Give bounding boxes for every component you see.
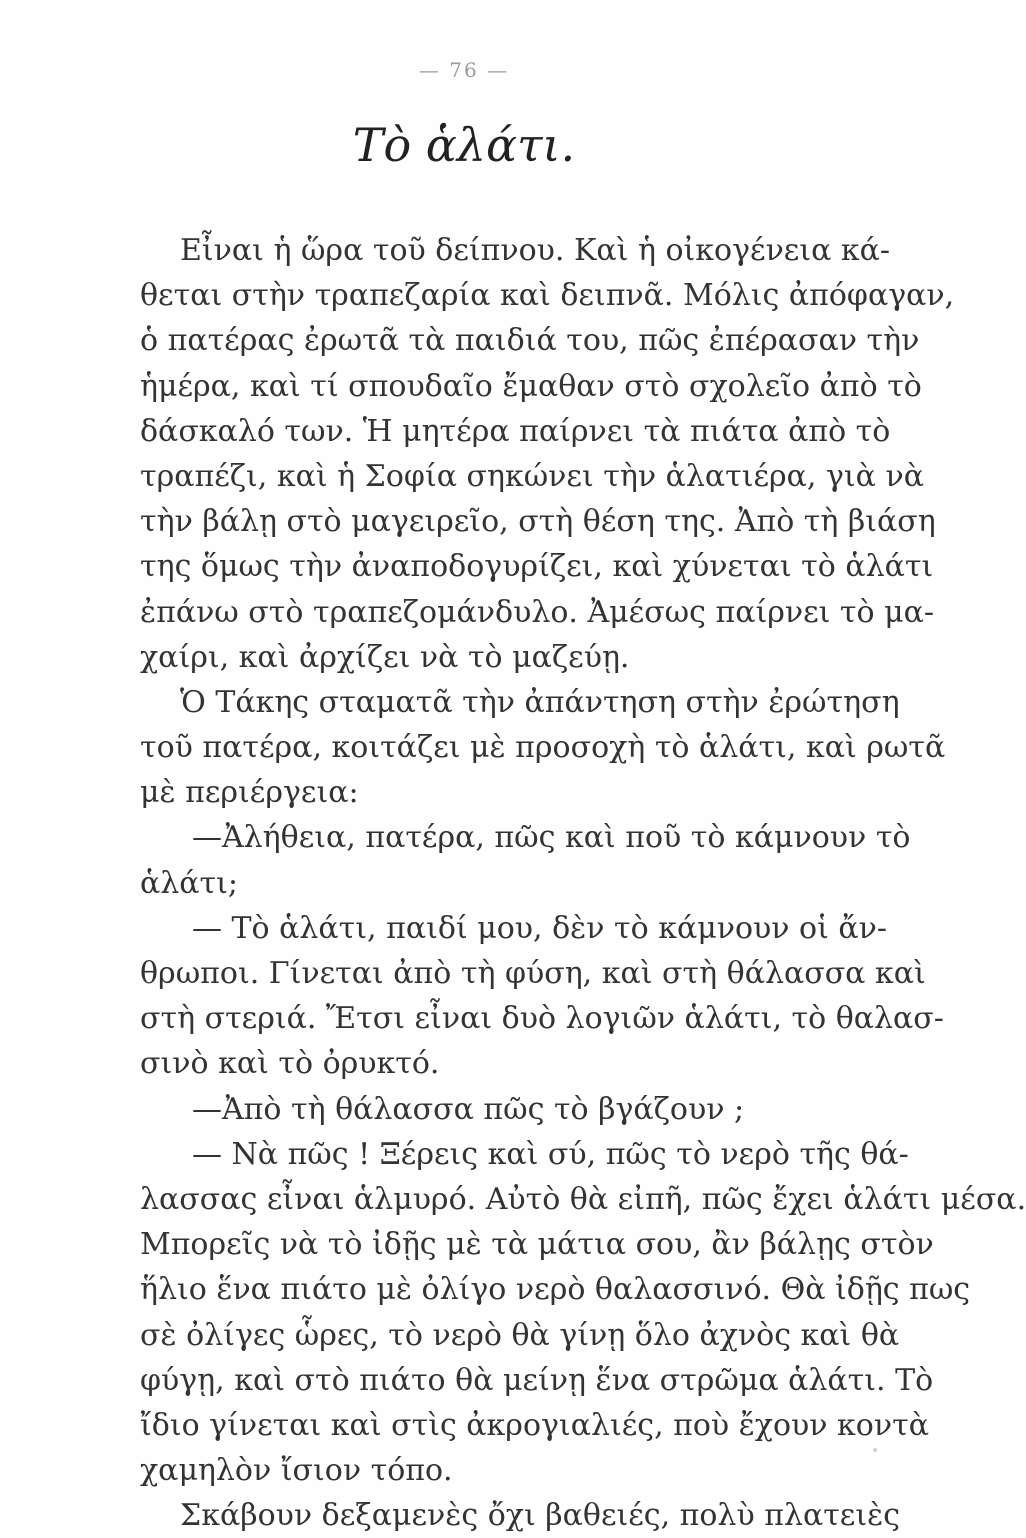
- text-line: χαίρι, καὶ ἀρχίζει νὰ τὸ μαζεύῃ.: [140, 639, 630, 675]
- text-line: στὴ στεριά. Ἔτσι εἶναι δυὸ λογιῶν ἁλάτι, τὸ θαλασ-: [140, 1001, 944, 1037]
- text-line: ἴδιο γίνεται καὶ στὶς ἀκρογιαλιές, ποὺ ἔχουν κοντὰ: [140, 1407, 929, 1443]
- text-line: μὲ περιέργεια:: [140, 775, 359, 811]
- text-line: σινὸ καὶ τὸ ὀρυκτό.: [140, 1046, 440, 1082]
- text-line: τὴν βάλῃ στὸ μαγειρεῖο, στὴ θέση της. Ἀπὸ τὴ βιάση: [140, 504, 936, 540]
- text-line: σὲ ὀλίγες ὧρες, τὸ νερὸ θὰ γίνῃ ὅλο ἀχνὸς καὶ θὰ: [140, 1317, 900, 1353]
- text-line: λασσας εἶναι ἁλμυρό. Αὐτὸ θὰ εἰπῆ, πῶς ἔχει ἁλάτι μέσα.: [140, 1181, 1026, 1217]
- text-line: φύγῃ, καὶ στὸ πιάτο θὰ μείνῃ ἕνα στρῶμα ἁλάτι. Τὸ: [140, 1362, 934, 1398]
- text-line: της ὅμως τὴν ἀναποδογυρίζει, καὶ χύνεται τὸ ἁλάτι: [140, 549, 934, 585]
- text-line: τραπέζι, καὶ ἡ Σοφία σηκώνει τὴν ἁλατιέρα, γιὰ νὰ: [140, 458, 924, 494]
- text-line: — Νὰ πῶς ! Ξέρεις καὶ σύ, πῶς τὸ νερὸ τῆς θά-: [192, 1136, 909, 1172]
- text-line: — Τὸ ἁλάτι, παιδί μου, δὲν τὸ κάμνουν οἱ ἄν-: [192, 910, 888, 946]
- text-line: ὁ πατέρας ἐρωτᾶ τὰ παιδιά του, πῶς ἐπέρασαν τὴν: [140, 323, 920, 359]
- speck: [873, 1448, 877, 1452]
- body-text: [140, 228, 1026, 1538]
- text-line: ἐπάνω στὸ τραπεζομάνδυλο. Ἀμέσως παίρνει τὸ μα-: [140, 594, 935, 630]
- text-line: θρωποι. Γίνεται ἀπὸ τὴ φύση, καὶ στὴ θάλασσα καὶ: [140, 956, 926, 991]
- text-line: τοῦ πατέρα, κοιτάζει μὲ προσοχὴ τὸ ἁλάτι, καὶ ρωτᾶ: [140, 730, 946, 766]
- chapter-title: Τὸ ἁλάτι.: [352, 118, 576, 172]
- text-line: χαμηλὸν ἴσιον τόπο.: [140, 1453, 453, 1489]
- text-line: θεται στὴν τραπεζαρία καὶ δειπνᾶ. Μόλις ἀπόφαγαν,: [140, 278, 955, 314]
- text-line: Σκάβουν δεξαμενὲς ὄχι βαθειές, πολὺ πλατειὲς: [180, 1498, 901, 1534]
- page-number: — 76 —: [418, 58, 510, 82]
- text-line: δάσκαλό των. Ἡ μητέρα παίρνει τὰ πιάτα ἀπὸ τὸ: [140, 413, 891, 449]
- text-line: Εἶναι ἡ ὥρα τοῦ δείπνου. Καὶ ἡ οἰκογένεια κά-: [180, 233, 891, 268]
- text-line: Ὁ Τάκης σταματᾶ τὴν ἀπάντηση στὴν ἐρώτηση: [180, 684, 900, 720]
- text-line: —Ἀλήθεια, πατέρα, πῶς καὶ ποῦ τὸ κάμνουν τὸ: [192, 820, 911, 856]
- text-line: ἡμέρα, καὶ τί σπουδαῖο ἔμαθαν στὸ σχολεῖο ἀπὸ τὸ: [140, 368, 922, 404]
- text-line: Μπορεῖς νὰ τὸ ἰδῇς μὲ τὰ μάτια σου, ἂν βάλῃς στὸν: [140, 1227, 934, 1263]
- text-line: ἥλιο ἕνα πιάτο μὲ ὀλίγο νερὸ θαλασσινό. Θὰ ἰδῇς πως: [140, 1272, 971, 1308]
- text-line: ἁλάτι;: [140, 865, 238, 901]
- text-line: —Ἀπὸ τὴ θάλασσα πῶς τὸ βγάζουν ;: [192, 1091, 745, 1127]
